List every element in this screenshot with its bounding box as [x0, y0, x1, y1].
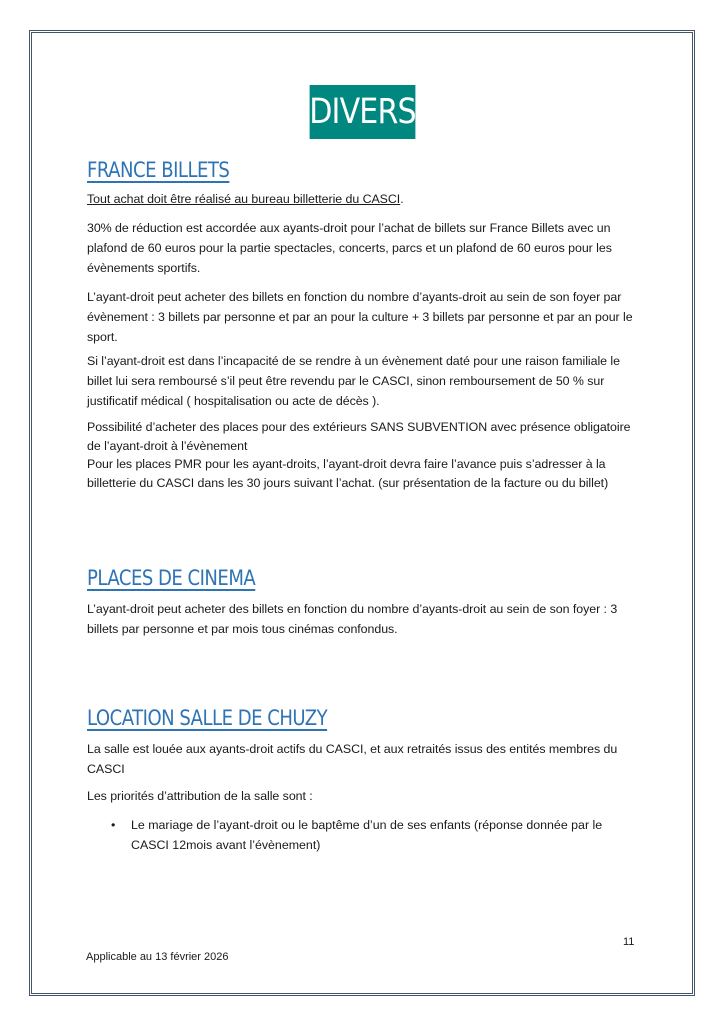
france-billets-paragraph-1 — [87, 218, 643, 278]
section-location-salle — [87, 706, 643, 730]
section-heading-location-salle: LOCATION SALLE DE CHUZY — [87, 706, 328, 730]
location-salle-paragraph-1 — [87, 739, 643, 779]
places-cinema-paragraph-1 — [87, 599, 643, 639]
intro-suffix: . — [400, 192, 404, 206]
list-item-text: Le mariage de l’ayant-droit ou le baptême d’un de ses enfants (réponse donnée par le CASCI 12mois avant l’évènement) — [131, 818, 603, 852]
intro-underlined-text: Tout achat doit être réalisé au bureau billetterie du CASCI — [87, 192, 401, 206]
footer-applicable-date: Applicable au 13 février 2026 — [86, 951, 229, 963]
france-billets-intro — [87, 189, 643, 209]
page-number: 11 — [623, 936, 635, 948]
paragraph: Pour les places PMR pour les ayant-droits, l’ayant-droit devra faire l’avance puis s’adresser à la billetterie du CASCI dans les 30 jours suivant l’achat. (sur présentation de la facture ou du billet) — [87, 457, 609, 490]
section-france-billets — [87, 158, 643, 182]
paragraph: L’ayant-droit peut acheter des billets en fonction du nombre d’ayants-droit au sein de son foyer par évènement : 3 billets par personne et par an pour la culture + 3 billets par personne et par an pour le sport. — [87, 290, 633, 344]
france-billets-paragraph-2 — [87, 287, 643, 347]
paragraph: Possibilité d’acheter des places pour des extérieurs SANS SUBVENTION avec présence obligatoire de l’ayant-droit à l’évènement — [87, 420, 631, 453]
page-title: DIVERS — [310, 85, 416, 139]
section-heading-france-billets: FRANCE BILLETS — [87, 158, 230, 182]
paragraph: Si l’ayant-droit est dans l’incapacité de se rendre à un évènement daté pour une raison familiale le billet lui sera remboursé s’il peut être revendu par le CASCI, sinon remboursement de 50 % sur justificatif médical ( hospitalisation ou acte de décès ). — [87, 354, 620, 408]
paragraph: La salle est louée aux ayants-droit actifs du CASCI, et aux retraités issus des entités membres du CASCI — [87, 742, 618, 776]
france-billets-paragraph-3 — [87, 351, 643, 411]
location-salle-paragraph-2 — [87, 786, 643, 806]
paragraph: Les priorités d’attribution de la salle sont : — [87, 789, 313, 803]
paragraph: 30% de réduction est accordée aux ayants-droit pour l’achat de billets sur France Billets avec un plafond de 60 euros pour la partie spectacles, concerts, parcs et un plafond de 60 euros pour les évènements sportifs. — [87, 221, 612, 275]
list-item — [87, 815, 643, 855]
section-places-cinema — [87, 566, 643, 590]
bullet-icon: • — [111, 818, 116, 832]
priority-list — [87, 815, 643, 855]
france-billets-paragraph-4 — [87, 418, 643, 492]
paragraph: L’ayant-droit peut acheter des billets en fonction du nombre d’ayants-droit au sein de son foyer : 3 billets par personne et par mois tous cinémas confondus. — [87, 602, 618, 636]
section-heading-places-cinema: PLACES DE CINEMA — [87, 566, 256, 590]
